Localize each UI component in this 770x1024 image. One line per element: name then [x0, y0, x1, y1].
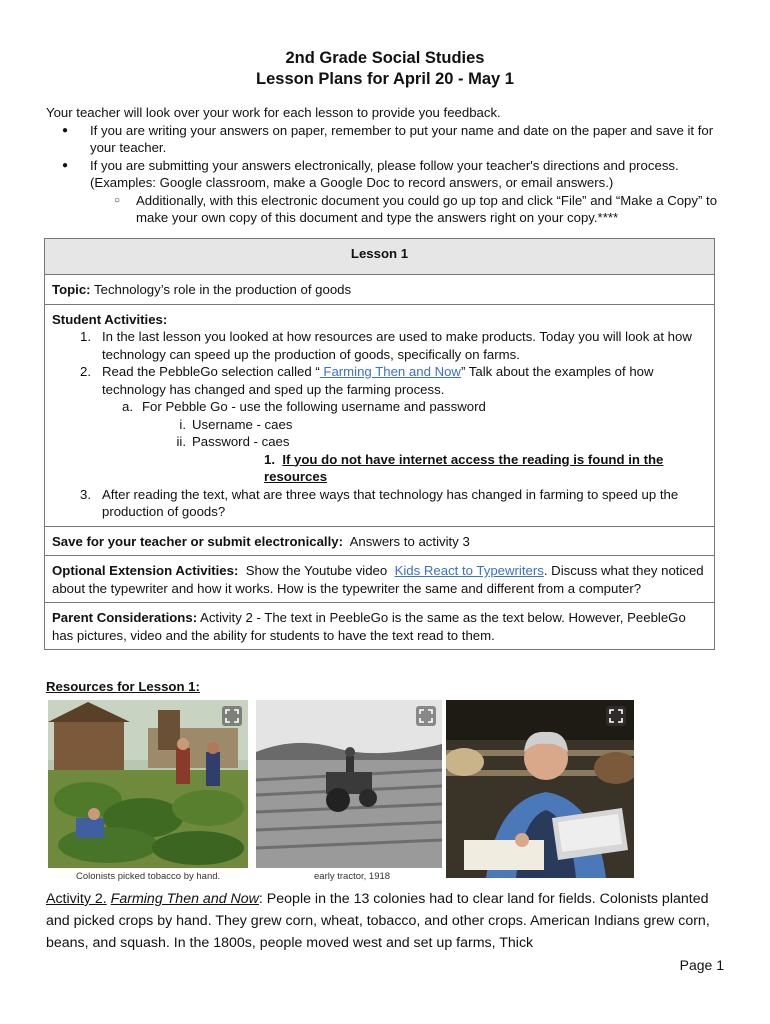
activity-number: 1.: [80, 329, 91, 344]
activity-item-1: [80, 328, 707, 363]
activity-number: 3.: [80, 486, 91, 502]
title-line-2: Lesson Plans for April 20 - May 1: [256, 70, 514, 88]
topic-text: Technology’s role in the production of goods: [94, 282, 352, 297]
optional-row: [45, 556, 715, 603]
page-number: Page 1: [679, 957, 724, 973]
activity-text: After reading the text, what are three ways that technology has changed in farming to speed up the production of goods?: [102, 486, 679, 519]
lesson-table: [44, 238, 715, 650]
optional-text-post: . Discuss what they noticed about the typewriter and how it works. How is the typewriter the same and different from a computer?: [52, 563, 704, 596]
roman-numeral: i.: [179, 416, 186, 432]
colonists-tobacco-image[interactable]: [48, 700, 248, 882]
activity-text-post: ” Talk about the examples of how technology has changed and sped up the farming process.: [102, 364, 654, 397]
activity-subitem-a: [102, 398, 707, 416]
title-line-1: 2nd Grade Social Studies: [285, 49, 485, 67]
intro-subbullets: [136, 192, 736, 227]
lesson-heading-row: [45, 239, 715, 275]
topic-row: [45, 275, 715, 305]
intro-subbullet-copy: [136, 192, 736, 227]
save-row: [45, 526, 715, 556]
intro-bullets: [90, 122, 736, 227]
caption-colonists: Colonists picked tobacco by hand.: [76, 871, 221, 882]
colonists-painting: [48, 700, 248, 882]
save-cell: [45, 526, 715, 556]
parent-text: Activity 2 - The text in PeebleGo is the same as the text below. However, PeebleGo has pictures, video and the ability for students to have the text read to them.: [52, 610, 686, 643]
topic-cell: [45, 275, 715, 305]
optional-label: Optional Extension Activities:: [52, 563, 239, 578]
intro-bullet-paper-text: If you are writing your answers on paper, remember to put your name and date on the paper and save it for your teacher.: [90, 122, 714, 155]
parent-cell: [45, 603, 715, 650]
activity-number: 2.: [80, 364, 91, 379]
note-text: If you do not have internet access the reading is found in the resources: [264, 451, 664, 484]
activities-list: [80, 328, 707, 521]
farming-then-and-now-link[interactable]: Farming Then and Now: [319, 364, 461, 379]
page-title: [0, 48, 770, 90]
activity-item-2: [80, 363, 707, 486]
password-item: [102, 433, 707, 451]
username-item: [102, 416, 707, 434]
farmer-photo: [446, 700, 634, 878]
activities-label: Student Activities:: [52, 311, 168, 327]
password-text: Password - caes: [192, 434, 290, 449]
tractor-photo: [256, 700, 442, 882]
expand-icon[interactable]: [606, 706, 626, 726]
activity-item-3: [80, 486, 707, 521]
farmer-laptop-image[interactable]: [446, 700, 634, 878]
internet-access-note: [102, 451, 707, 486]
caption-tractor: early tractor, 1918: [314, 871, 391, 882]
subitem-letter: a.: [122, 399, 133, 414]
save-label: Save for your teacher or submit electronically:: [52, 533, 343, 549]
intro-bullet-electronic: [90, 157, 736, 227]
topic-label: Topic:: [52, 282, 91, 297]
expand-icon[interactable]: [416, 706, 436, 726]
early-tractor-image[interactable]: [256, 700, 442, 882]
save-text: Answers to activity 3: [349, 533, 470, 549]
activity-text: In the last lesson you looked at how resources are used to make products. Today you will look at how technology can speed up the production of goods, specifically on farms.: [102, 329, 692, 362]
intro-text: Your teacher will look over your work for each lesson to provide you feedback.: [46, 105, 501, 120]
activity-2-text: [46, 888, 722, 954]
intro-bullet-paper: [90, 122, 736, 157]
resources-heading: Resources for Lesson 1:: [46, 679, 200, 694]
activities-row: [45, 304, 715, 526]
parent-label: Parent Considerations:: [52, 610, 198, 625]
activity-2-body: : People in the 13 colonies had to clear land for fields. Colonists planted and picked crops by hand. They grew corn, wheat, tobacco, and other crops. American Indians grew corn, beans, and squash. In the 1800s, people moved west and set up farms, Thick: [46, 891, 710, 951]
kids-react-video-link[interactable]: Kids React to Typewriters: [394, 563, 544, 578]
username-text: Username - caes: [192, 416, 293, 432]
activity-text-pre: Read the PebbleGo selection called “: [102, 364, 320, 379]
intro-section: [46, 104, 736, 227]
intro-subbullet-copy-text: Additionally, with this electronic document you could go up top and click “File” and “Make a Copy” to make your own copy of this document and type the answers right on your copy.****: [136, 192, 718, 225]
expand-icon[interactable]: [222, 706, 242, 726]
intro-bullet-electronic-text: If you are submitting your answers electronically, please follow your teacher's directions and process. (Examples: Google classroom, make a Google Doc to record answers, or email answers.): [90, 157, 679, 190]
activities-cell: [45, 304, 715, 526]
optional-text-pre: Show the Youtube video: [245, 563, 388, 578]
roman-numeral: ii.: [176, 434, 186, 449]
subitem-text: For Pebble Go - use the following username and password: [142, 399, 486, 414]
lesson-heading: Lesson 1: [45, 239, 715, 275]
activity-2-title: Farming Then and Now: [110, 891, 259, 907]
note-number: 1.: [264, 451, 275, 467]
optional-cell: [45, 556, 715, 603]
activity-2-label: Activity 2.: [46, 891, 107, 907]
parent-row: [45, 603, 715, 650]
